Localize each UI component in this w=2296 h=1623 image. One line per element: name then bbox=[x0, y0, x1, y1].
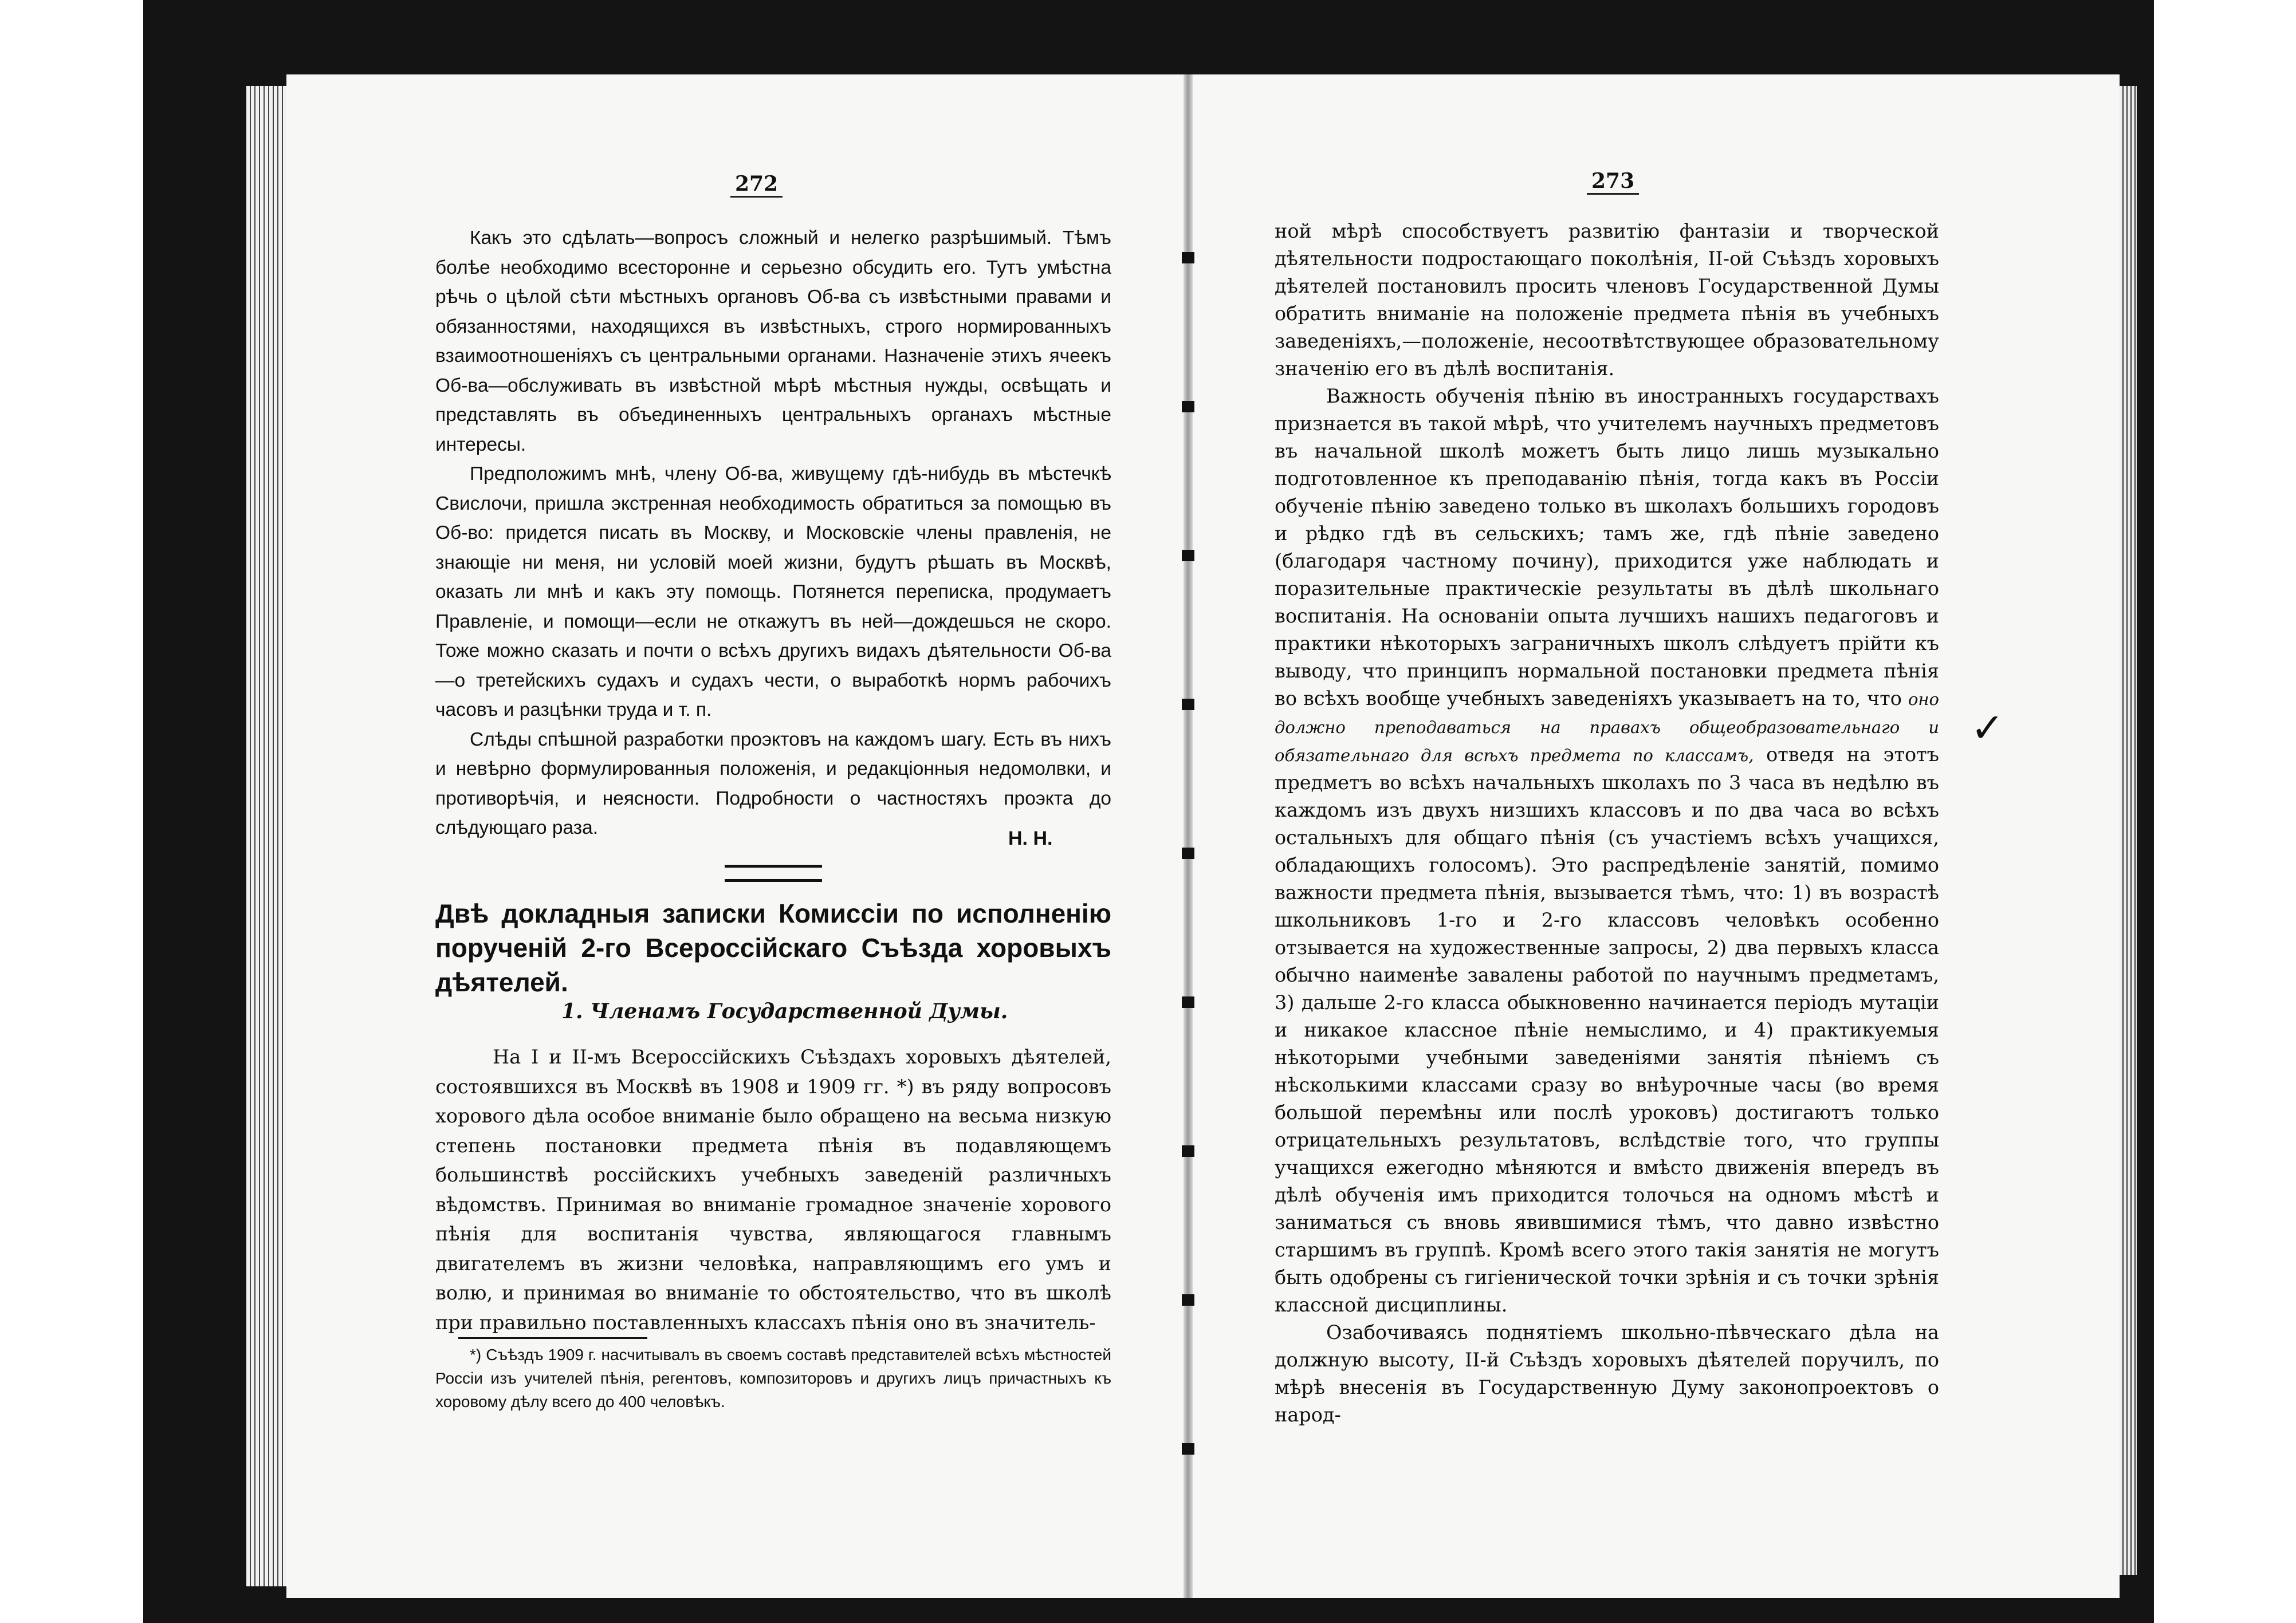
right-page-body bbox=[1275, 218, 1939, 1429]
emphasized-text: оно должно преподаваться на правахъ общеобразовательнаго и обязательнаго для всѣхъ предмета по классамъ, bbox=[1275, 690, 1939, 765]
left-page-body bbox=[435, 223, 1111, 843]
handwritten-check-mark: ✓ bbox=[1971, 704, 2004, 751]
left-page-body-2 bbox=[435, 1042, 1111, 1337]
paragraph-text: Важность обученія пѣнію въ иностранныхъ государствахъ признается въ такой мѣрѣ, что учителемъ научныхъ предметовъ въ начальной школѣ можетъ быть лицо лишь музыкально подготовленное къ преподаванію пѣнія, тогда какъ въ Россіи обученіе пѣнію заведено только въ школахъ большихъ городовъ и рѣдко гдѣ въ сельскихъ; тамъ же, гдѣ пѣніе заведено (благодаря частному почину), приходится уже наблюдать и поразительные практическіе результаты въ дѣлѣ школьнаго воспитанія. На основаніи опыта лучшихъ нашихъ педагоговъ и практики нѣкоторыхъ заграничныхъ школъ слѣдуетъ прійти къ выводу, что принципъ нормальной постановки предмета пѣнія во всѣхъ вообще учебныхъ заведеніяхъ указываетъ на то, что bbox=[1275, 385, 1939, 710]
paragraph-text: отведя на этотъ предметъ во всѣхъ начальныхъ школахъ по 3 часа въ недѣлю въ каждомъ изъ двухъ низшихъ классовъ и по два часа во всѣхъ остальныхъ для общаго пѣнія (съ участіемъ всѣхъ учащихся, обладающихъ голосомъ). Это распредѣленіе занятій, помимо важности предмета пѣнія, вызывается тѣмъ, что: 1) въ возрастѣ школьниковъ 1-го и 2-го классовъ человѣкъ особенно отзывается на художественные запросы, 2) два первыхъ класса обычно наименѣе завалены работой по научнымъ предметамъ, 3) дальше 2-го класса обыкновенно начинается періодъ мутаціи и никакое классное пѣніе немыслимо, и 4) практикуемыя нѣкоторыми учебными заведеніями занятія пѣніемъ съ нѣсколькими классами сразу во внѣурочные часы (во время большой перемѣны или послѣ уроковъ) достигаютъ только отрицательныхъ результатовъ, вслѣдствіе того, что группы учащихся ежегодно мѣняются и вмѣсто движенія впередъ въ дѣлѣ обученія имъ приходится толочься на одномъ мѣстѣ и заниматься съ вновь явившимися тѣмъ, что давно извѣстно старшимъ въ группѣ. Кромѣ всего этого такія занятія не могутъ быть одобрены съ гигіенической точки зрѣнія и съ точки зрѣнія классной дисциплины. bbox=[1275, 743, 1939, 1316]
paragraph: На I и II-мъ Всероссійскихъ Съѣздахъ хоровыхъ дѣятелей, состоявшихся въ Москвѣ въ 1908 и 1909 гг. *) въ ряду вопросовъ хорового дѣла особое вниманіе было обращено на весьма низкую степень постановки предмета пѣнія въ подавляющемъ большинствѣ россійскихъ учебныхъ заведеній различныхъ вѣдомствъ. Принимая во вниманіе громадное значеніе хорового пѣнія для воспитанія чувства, являющагося главнымъ двигателемъ въ жизни человѣка, направляющимъ его умъ и волю, и принимая во вниманіе то обстоятельство, что въ школѣ при правильно поставленныхъ классахъ пѣнія оно въ значитель- bbox=[435, 1046, 1111, 1334]
paragraph: Озабочиваясь поднятіемъ школьно-пѣвческаго дѣла на должную высоту, II-й Съѣздъ хоровыхъ дѣятелей поручилъ, по мѣрѣ внесенія въ Государственную Думу законопроектовъ о народ- bbox=[1275, 1321, 1939, 1426]
signature: Н. Н. bbox=[1008, 828, 1053, 849]
binding-stitches bbox=[1182, 115, 1194, 1581]
paragraph bbox=[1275, 383, 1939, 1319]
page-edges-right bbox=[2120, 86, 2137, 1575]
paragraph: ной мѣрѣ способствуетъ развитію фантазіи и творческой дѣятельности подростающаго поколѣнія, II-ой Съѣздъ хоровыхъ дѣятелей постановилъ просить членовъ Государственной Думы обратить вниманіе на положеніе предмета пѣнія въ учебныхъ заведеніяхъ,—положеніе, несоотвѣтствующее образовательному значенію его въ дѣлѣ воспитанія. bbox=[1275, 220, 1939, 380]
paragraph: Слѣды спѣшной разработки проэктовъ на каждомъ шагу. Есть въ нихъ и невѣрно формулированныя положенія, и редакціонныя недомолвки, и противорѣчія, и неясности. Подробности о частностяхъ проэкта до слѣдующаго раза. bbox=[435, 728, 1111, 838]
page-number-right: 273 bbox=[1587, 169, 1639, 195]
footnote: *) Съѣздъ 1909 г. насчитывалъ въ своемъ составѣ представителей всѣхъ мѣстностей Россіи изъ учителей пѣнія, регентовъ, композиторовъ и другихъ лицъ причастныхъ къ хоровому дѣлу всего до 400 человѣкъ. bbox=[435, 1346, 1111, 1411]
section-subheading: 1. Членамъ Государственной Думы. bbox=[561, 999, 1008, 1023]
paragraph: Предположимъ мнѣ, члену Об-ва, живущему гдѣ-нибудь въ мѣстечкѣ Свислочи, пришла экстренная необходимость обратиться за помощью въ Об-во: придется писать въ Москву, и Московскіе члены правленія, не знающіе ни меня, ни условій моей жизни, будутъ рѣшать въ Москвѣ, оказать ли мнѣ и какъ эту помощь. Потянется переписка, продумаетъ Правленіе, и помощи—если не откажутъ въ ней—дождешься не скоро. Тоже можно сказать и почти о всѣхъ другихъ видахъ дѣятельности Об-ва—о третейскихъ судахъ и судахъ чести, о выработкѣ нормъ рабочихъ часовъ и разцѣнки труда и т. п. bbox=[435, 463, 1111, 720]
page-edges-left bbox=[246, 86, 286, 1586]
section-heading: Двѣ докладныя записки Комиссіи по исполненію порученій 2-го Всероссійскаго Съѣзда хоровыхъ дѣятелей. bbox=[435, 899, 1111, 997]
footnote-rule bbox=[458, 1337, 647, 1339]
page-number-left: 272 bbox=[730, 172, 783, 198]
section-divider bbox=[725, 865, 822, 882]
paragraph: Какъ это сдѣлать—вопросъ сложный и нелегко разрѣшимый. Тѣмъ болѣе необходимо всесторонне и серьезно обсудить его. Тутъ умѣстна рѣчь о цѣлой сѣти мѣстныхъ органовъ Об-ва съ извѣстными правами и обязанностями, находящихся въ извѣстныхъ, строго нормированныхъ взаимоотношеніяхъ съ центральными органами. Назначеніе этихъ ячеекъ Об-ва—обслуживать въ извѣстной мѣрѣ мѣстныя нужды, освѣщать и представлять въ объединенныхъ центральныхъ органахъ мѣстные интересы. bbox=[435, 227, 1111, 455]
